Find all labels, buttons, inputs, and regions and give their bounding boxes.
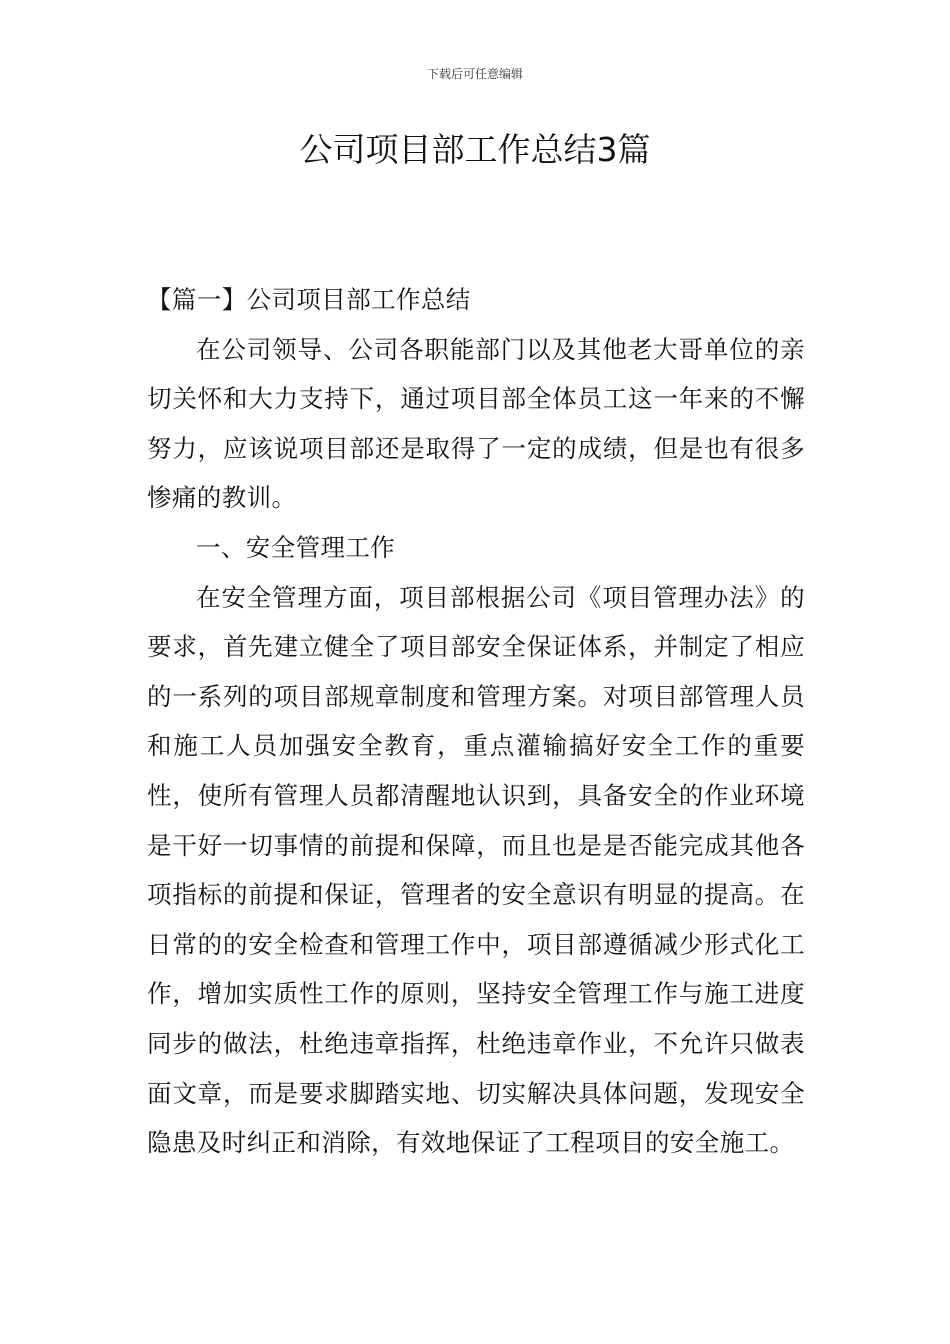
- section-heading: 【篇一】公司项目部工作总结: [147, 285, 471, 314]
- document-title: 公司项目部工作总结3篇: [299, 130, 651, 169]
- paragraph-intro: 在公司领导、公司各职能部门以及其他老大哥单位的亲切关怀和大力支持下，通过项目部全体员工这一年来的不懈努力，应该说项目部还是取得了一定的成绩，但是也有很多惨痛的教训。: [147, 334, 805, 513]
- paragraph-safety: 在安全管理方面，项目部根据公司《项目管理办法》的要求，首先建立健全了项目部安全保证体系，并制定了相应的一系列的项目部规章制度和管理方案。对项目部管理人员和施工人员加强安全教育，重点灌输搞好安全工作的重要性，使所有管理人员都清醒地认识到，具备安全的作业环境是干好一切事情的前提和保障，而且也是是否能完成其他各项指标的前提和保证，管理者的安全意识有明显的提高。在日常的的安全检查和管理工作中，项目部遵循减少形式化工作，增加实质性工作的原则，坚持安全管理工作与施工进度同步的做法，杜绝违章指挥，杜绝违章作业，不允许只做表面文章，而是要求脚踏实地、切实解决具体问题，发现安全隐患及时纠正和消除，有效地保证了工程项目的安全施工。: [147, 582, 805, 1158]
- header-note: 下载后可任意编辑: [426, 67, 523, 81]
- subsection-heading: 一、安全管理工作: [196, 532, 396, 562]
- document-body: [147, 275, 805, 1168]
